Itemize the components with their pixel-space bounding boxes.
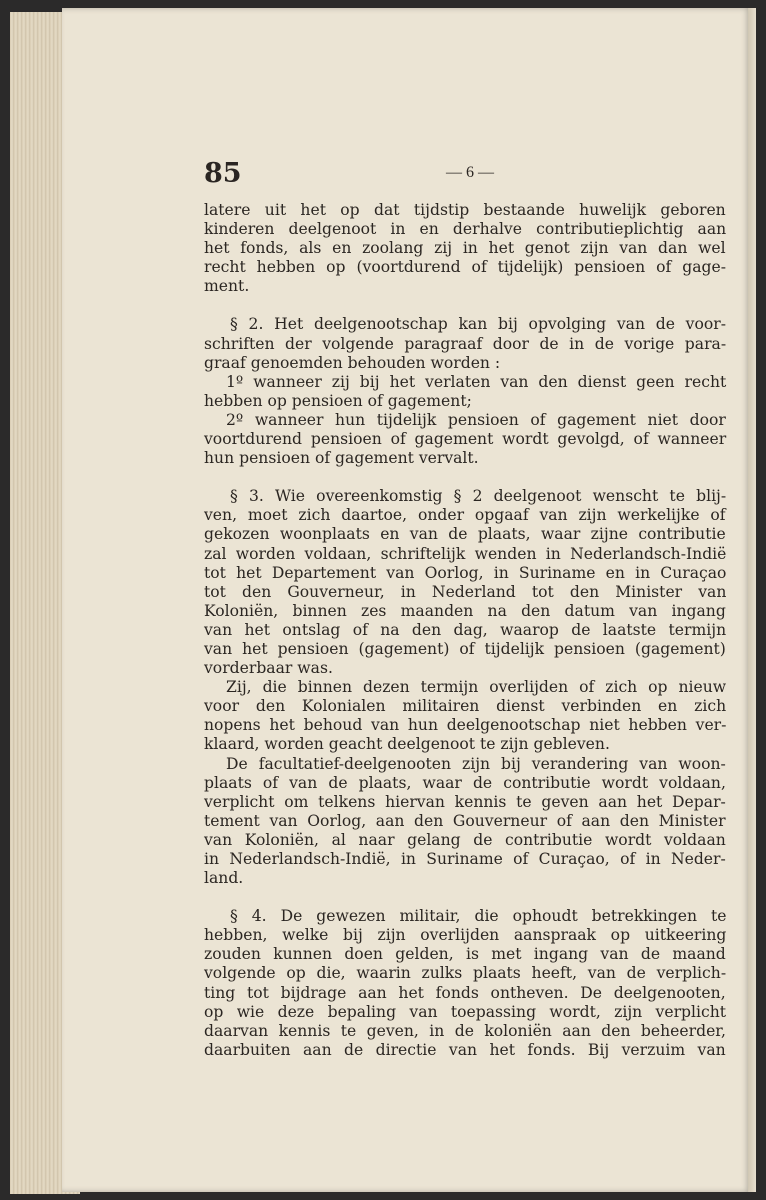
paragraph-gap [204, 468, 726, 487]
text-line: ment. [204, 277, 250, 296]
text-line: graaf genoemden behouden worden : [204, 353, 501, 372]
text-line: § 2. Het deelgenootschap kan bij opvolging van de voor- [230, 315, 726, 334]
folio-number: — 6 — [446, 164, 494, 181]
text-line: het fonds, als en zoolang zij in het genot zijn van dan wel [204, 239, 726, 258]
text-line: Zij, die binnen dezen termijn overlijden of zich op nieuw [226, 678, 727, 697]
page-header [204, 158, 724, 198]
text-line: hebben, welke bij zijn overlijden aanspraak op uitkeering [204, 926, 727, 945]
text-line: hebben op pensioen of gagement; [204, 391, 472, 410]
text-line: van het ontslag of na den dag, waarop de laatste termijn [204, 620, 727, 639]
text-line: De facultatief-deelgenooten zijn bij verandering van woon- [226, 754, 726, 773]
text-line: plaats of van de plaats, waar de contributie wordt voldaan, [204, 773, 726, 792]
text-line: 1º wanneer zij bij het verlaten van den dienst geen recht [226, 372, 727, 391]
text-line: ven, moet zich daartoe, onder opgaaf van zijn werkelijke of [204, 506, 726, 525]
text-line: vorderbaar was. [204, 659, 333, 678]
text-line: voor den Kolonialen militairen dienst verbinden en zich [204, 697, 727, 716]
text-line: Koloniën, binnen zes maanden na den datum van ingang [204, 601, 726, 620]
text-line: recht hebben op (voortdurend of tijdelijk) pensioen of gage- [204, 258, 727, 277]
text-line: klaard, worden geacht deelgenoot te zijn gebleven. [204, 735, 610, 754]
text-line: tot het Departement van Oorlog, in Suriname en in Curaçao [204, 563, 727, 582]
text-line: § 3. Wie overeenkomstig § 2 deelgenoot wenscht te blij- [230, 487, 727, 506]
text-line: tement van Oorlog, aan den Gouverneur of aan den Minister [204, 811, 726, 830]
text-line: daarbuiten aan de directie van het fonds. Bij verzuim van [204, 1040, 726, 1059]
body-text [204, 201, 726, 1060]
text-line: op wie deze bepaling van toepassing wordt, zijn verplicht [204, 1002, 727, 1021]
text-line: van het pensioen (gagement) of tijdelijk pensioen (gagement) [204, 639, 726, 658]
paragraph-gap [204, 888, 726, 907]
text-line: kinderen deelgenoot in en derhalve contributieplichtig aan [204, 220, 727, 239]
text-line: ting tot bijdrage aan het fonds ontheven. De deelgenooten, [204, 983, 726, 1002]
text-line: in Nederlandsch-Indië, in Suriname of Curaçao, of in Neder- [204, 850, 726, 868]
text-line: daarvan kennis te geven, in de koloniën aan den beheerder, [204, 1021, 727, 1040]
text-line: § 4. De gewezen militair, die ophoudt betrekkingen te [230, 907, 727, 926]
text-line: 2º wanneer hun tijdelijk pensioen of gagement niet door [226, 410, 726, 429]
text-line: gekozen woonplaats en van de plaats, waar zijne contributie [204, 525, 726, 544]
page-right-edge [748, 8, 756, 1192]
text-line: hun pensioen of gagement vervalt. [204, 449, 479, 468]
text-line: volgende op die, waarin zulks plaats heeft, van de verplich- [204, 964, 727, 983]
text-line: land. [204, 869, 244, 888]
text-line: schriften der volgende paragraaf door de in de vorige para- [204, 334, 727, 353]
text-line: nopens het behoud van hun deelgenootschap niet hebben ver- [204, 716, 727, 735]
text-line: verplicht om telkens hiervan kennis te geven aan het Depar- [204, 792, 726, 811]
text-line: tot den Gouverneur, in Nederland tot den Minister van [204, 582, 727, 601]
text-line: voortdurend pensioen of gagement wordt gevolgd, of wanneer [204, 430, 727, 449]
page-number: 85 [204, 158, 242, 189]
text-line: van Koloniën, al naar gelang de contributie wordt voldaan [204, 830, 726, 849]
paragraph-gap [204, 296, 726, 315]
text-line: zal worden voldaan, schriftelijk wenden in Nederlandsch-Indië [204, 544, 727, 563]
text-line: latere uit het op dat tijdstip bestaande huwelijk geboren [204, 201, 726, 219]
text-line: zouden kunnen doen gelden, is met ingang van de maand [204, 945, 726, 964]
